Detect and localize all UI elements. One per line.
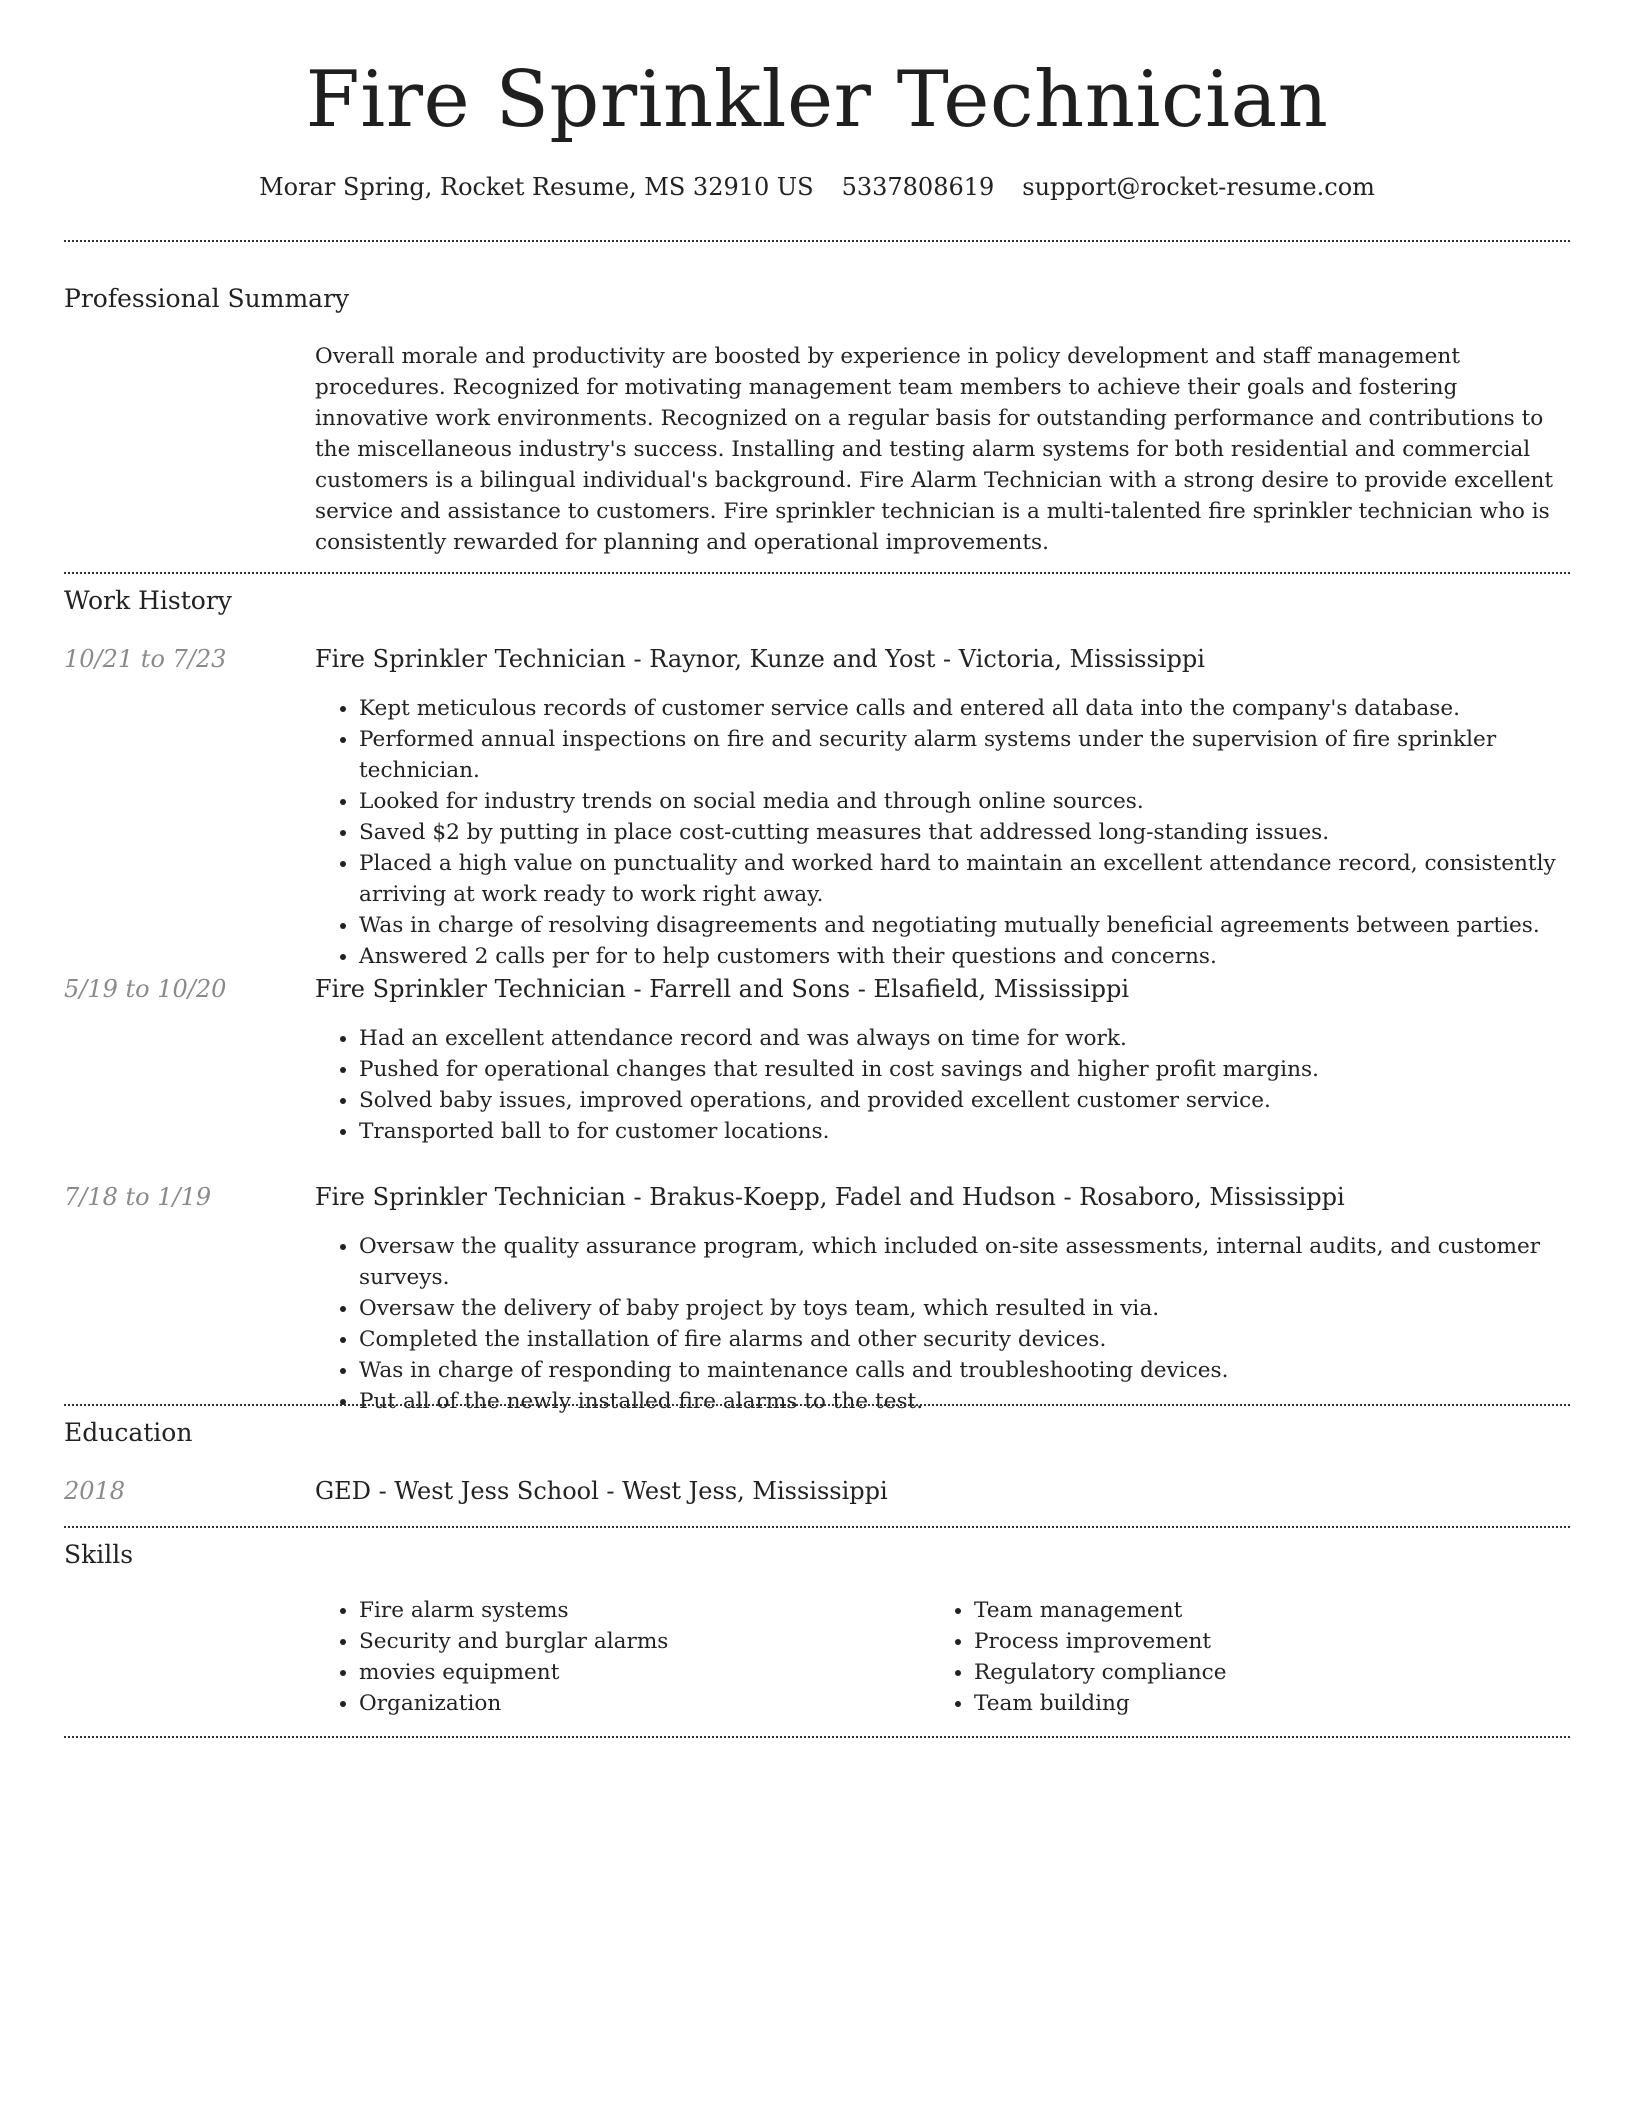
- job-duty: • Placed a high value on punctuality and worked hard to maintain an excellent attendance record, consistently arriving at work ready to work right away.: [359, 848, 1571, 910]
- education-entry: GED - West Jess School - West Jess, Mississippi: [315, 1477, 888, 1505]
- job-heading: Fire Sprinkler Technician - Farrell and Sons - Elsafield, Mississippi: [315, 975, 1130, 1003]
- job-duty: • Saved $2 by putting in place cost-cutting measures that addressed long-standing issues.: [359, 817, 1571, 848]
- job-duty: • Completed the installation of fire alarms and other security devices.: [359, 1324, 1571, 1355]
- skills-heading: Skills: [64, 1540, 134, 1569]
- job-duty: • Pushed for operational changes that resulted in cost savings and higher profit margins.: [359, 1054, 1571, 1085]
- job-dates: 7/18 to 1/19: [64, 1183, 212, 1211]
- work-history-heading: Work History: [64, 586, 232, 615]
- job-duty: • Kept meticulous records of customer service calls and entered all data into the company's database.: [359, 693, 1571, 724]
- skill-item: • Security and burglar alarms: [359, 1626, 875, 1657]
- job-dates: 10/21 to 7/23: [64, 645, 227, 673]
- job-heading: Fire Sprinkler Technician - Brakus-Koepp, Fadel and Hudson - Rosaboro, Mississippi: [315, 1183, 1345, 1211]
- job-duties-list: [315, 693, 1571, 972]
- skill-item: • Organization: [359, 1688, 875, 1719]
- contact-email[interactable]: support@rocket-resume.com: [1022, 173, 1375, 201]
- divider: [64, 572, 1570, 574]
- job-duty: • Oversaw the delivery of baby project by toys team, which resulted in via.: [359, 1293, 1571, 1324]
- skill-item: • Fire alarm systems: [359, 1595, 875, 1626]
- skill-item: • Team management: [974, 1595, 1490, 1626]
- job-duty: • Solved baby issues, improved operations, and provided excellent customer service.: [359, 1085, 1571, 1116]
- job-duty: • Looked for industry trends on social media and through online sources.: [359, 786, 1571, 817]
- job-heading: Fire Sprinkler Technician - Raynor, Kunze and Yost - Victoria, Mississippi: [315, 645, 1205, 673]
- divider: [64, 1526, 1570, 1528]
- contact-phone: 5337808619: [841, 173, 995, 201]
- summary-heading: Professional Summary: [64, 284, 350, 313]
- skills-list-left: [315, 1595, 875, 1719]
- job-duty: • Oversaw the quality assurance program, which included on-site assessments, internal audits, and customer surveys.: [359, 1231, 1571, 1293]
- divider: [64, 1404, 1570, 1406]
- education-heading: Education: [64, 1418, 193, 1447]
- job-duty: • Transported ball to for customer locations.: [359, 1116, 1571, 1147]
- job-duty: • Answered 2 calls per for to help customers with their questions and concerns.: [359, 941, 1571, 972]
- summary-text: Overall morale and productivity are boosted by experience in policy development and staff management procedures. Recognized for motivating management team members to achieve their goals and fostering innovative work environments. Recognized on a regular basis for outstanding performance and contributions to the miscellaneous industry's success. Installing and testing alarm systems for both residential and commercial customers is a bilingual individual's background. Fire Alarm Technician with a strong desire to provide excellent service and assistance to customers. Fire sprinkler technician is a multi-talented fire sprinkler technician who is consistently rewarded for planning and operational improvements.: [315, 344, 1554, 555]
- job-dates: 5/19 to 10/20: [64, 975, 227, 1003]
- job-duty: • Had an excellent attendance record and was always on time for work.: [359, 1023, 1571, 1054]
- education-year: 2018: [64, 1477, 126, 1505]
- skill-item: • Regulatory compliance: [974, 1657, 1490, 1688]
- job-duties-list: [315, 1231, 1571, 1417]
- candidate-name: Fire Sprinkler Technician: [305, 55, 1329, 145]
- divider: [64, 1736, 1570, 1738]
- contact-address: Morar Spring, Rocket Resume, MS 32910 US: [259, 173, 814, 201]
- contact-line: [64, 170, 1570, 204]
- divider: [64, 240, 1570, 242]
- skill-item: • Process improvement: [974, 1626, 1490, 1657]
- job-duty: • Was in charge of resolving disagreements and negotiating mutually beneficial agreements between parties.: [359, 910, 1571, 941]
- job-duties-list: [315, 1023, 1571, 1147]
- skills-list-right: [930, 1595, 1490, 1719]
- job-duty: • Was in charge of responding to maintenance calls and troubleshooting devices.: [359, 1355, 1571, 1386]
- skill-item: • Team building: [974, 1688, 1490, 1719]
- job-duty: • Performed annual inspections on fire and security alarm systems under the supervision of fire sprinkler technician.: [359, 724, 1571, 786]
- job-duty: • Put all of the newly installed fire alarms to the test.: [359, 1386, 1571, 1417]
- skill-item: • movies equipment: [359, 1657, 875, 1688]
